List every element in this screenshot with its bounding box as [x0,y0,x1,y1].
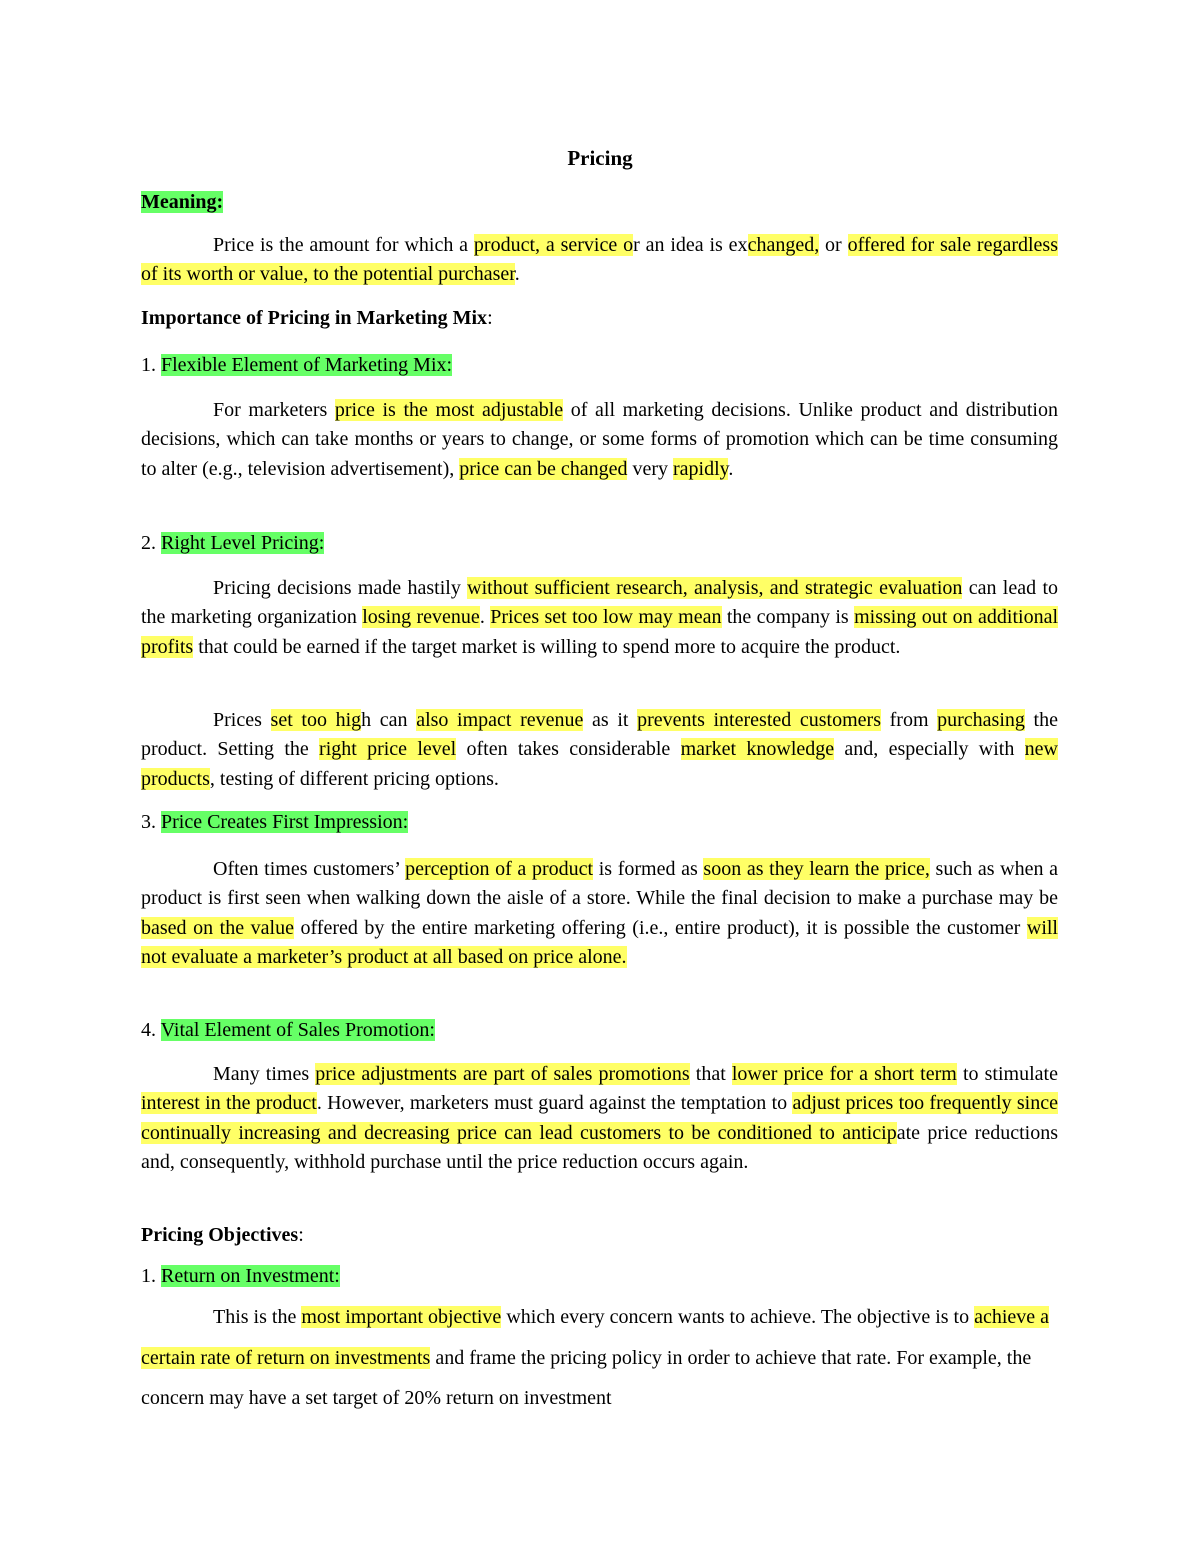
item-3-paragraph [141,855,1058,972]
text-run: the company is [721,606,855,629]
highlighted-text: offered for sale regardless of its worth or value, to the potential purchaser [141,234,1058,286]
text-run: Often times customers’ [213,858,406,880]
text-run: ate price reductions and, consequently, withhold purchase until the price reduction occurs again. [141,1121,1058,1173]
highlighted-text: Prices set too low may mean [490,606,722,629]
item-4-paragraph [141,1060,1058,1177]
highlighted-text: achieve a certain rate of return on investments [141,1306,1050,1369]
text-run: which every concern wants to achieve. The objective is to [501,1306,975,1328]
highlighted-text: based on the value [141,916,294,939]
highlighted-text: set too hig [270,709,362,731]
text-run: the product. Setting the [141,709,1058,761]
objectives-heading-colon: : [298,1224,304,1246]
highlighted-text: rapidly [673,457,729,480]
text-run: For marketers [213,399,335,421]
text-run: very [627,457,674,480]
highlighted-text: changed, [747,234,820,256]
item-1-paragraph [141,396,1058,484]
highlighted-text: product, a service o [473,234,634,256]
objective-1-label: Return on Investment: [161,1265,340,1287]
highlighted-text: price adjustments are part of sales promotions [315,1063,690,1085]
item-2-number: 2. [141,532,161,554]
importance-heading-colon: : [487,307,493,329]
highlighted-text: soon as they learn the price, [703,858,930,880]
text-run: offered by the entire marketing offering (i.e., entire product), it is possible the customer [293,916,1027,939]
item-1-label: Flexible Element of Marketing Mix: [161,354,453,376]
text-run: Many times [213,1063,316,1085]
objective-1-paragraph [141,1297,1058,1419]
text-run: can lead to the marketing organization [141,577,1058,629]
text-run: to stimulate [956,1063,1058,1085]
highlighted-text: perception of a product [405,858,594,880]
highlighted-text: adjust prices too frequently since continually increasing and decreasing price can lead customers to be conditioned to anticip [141,1092,1058,1144]
highlighted-text: price can be changed [459,457,628,480]
importance-heading-line [141,304,1058,333]
meaning-paragraph [141,231,1058,290]
item-4-heading [141,1016,1058,1045]
highlighted-text: purchasing [937,709,1025,731]
highlighted-text: without sufficient research, analysis, and strategic evaluation [467,577,963,599]
text-run: . [479,606,491,629]
text-run: Prices [213,709,271,731]
text-run: and frame the pricing policy in order to achieve that rate. For example, the concern may have a set target of 20% return on investment [141,1346,1032,1409]
highlighted-text: right price level [319,738,457,761]
objective-1-heading [141,1262,1058,1291]
text-run: r an idea is ex [633,234,748,256]
text-run: Price is the amount for which a [213,234,474,256]
text-run: Pricing decisions made hastily [213,577,468,599]
item-4-number: 4. [141,1019,161,1041]
item-3-label: Price Creates First Impression: [161,811,409,833]
objective-1-number: 1. [141,1265,161,1287]
item-4-label: Vital Element of Sales Promotion: [160,1019,435,1041]
text-run: of all marketing decisions. Unlike product and distribution decisions, which can take months or years to change, or some forms of promotion which can be time consuming to alter (e.g., television advertisement), [141,399,1058,480]
meaning-heading-line [141,188,1058,217]
text-run: , testing of different pricing options. [209,767,499,790]
text-run: is formed as [593,858,704,880]
text-run: that [689,1063,732,1085]
text-run: or [819,234,848,256]
text-run: . However, marketers must guard against the temptation to [316,1092,793,1115]
importance-heading: Importance of Pricing in Marketing Mix [141,307,488,329]
highlighted-text: market knowledge [680,738,835,761]
meaning-heading: Meaning: [141,191,224,213]
text-run: This is the [213,1306,302,1328]
text-run: that could be earned if the target market is willing to spend more to acquire the product. [193,635,901,658]
text-run: often takes considerable [456,738,681,761]
highlighted-text: also impact revenue [416,709,584,731]
item-1-heading [141,351,1058,380]
highlighted-text: prevents interested customers [637,709,881,731]
item-1-number: 1. [141,354,161,376]
text-run: from [880,709,938,731]
text-run: . [728,457,734,480]
highlighted-text: interest in the product [141,1092,317,1115]
item-2-label: Right Level Pricing: [161,532,325,554]
page-title: Pricing [567,146,633,170]
item-2-heading [141,529,1058,558]
highlighted-text: most important objective [301,1306,502,1328]
objectives-heading: Pricing Objectives [141,1224,299,1246]
text-run: and, especially with [834,738,1025,761]
item-3-number: 3. [141,811,161,833]
highlighted-text: will not evaluate a marketer’s product at all based on price alone. [141,916,1058,968]
highlighted-text: losing revenue [362,606,480,629]
highlighted-text: lower price for a short term [731,1063,957,1085]
item-2-paragraph-1 [141,574,1058,662]
item-2-paragraph-2 [141,706,1058,794]
text-run: . [514,263,520,286]
text-run: as it [583,709,638,731]
text-run: h can [361,709,417,731]
text-run: such as when a product is first seen when walking down the aisle of a store. While the final decision to make a purchase may be [141,858,1058,910]
highlighted-text: missing out on additional profits [141,606,1058,658]
objectives-heading-line [141,1221,1058,1250]
highlighted-text: price is the most adjustable [334,399,564,421]
highlighted-text: new products [141,738,1058,790]
item-3-heading [141,808,1058,837]
